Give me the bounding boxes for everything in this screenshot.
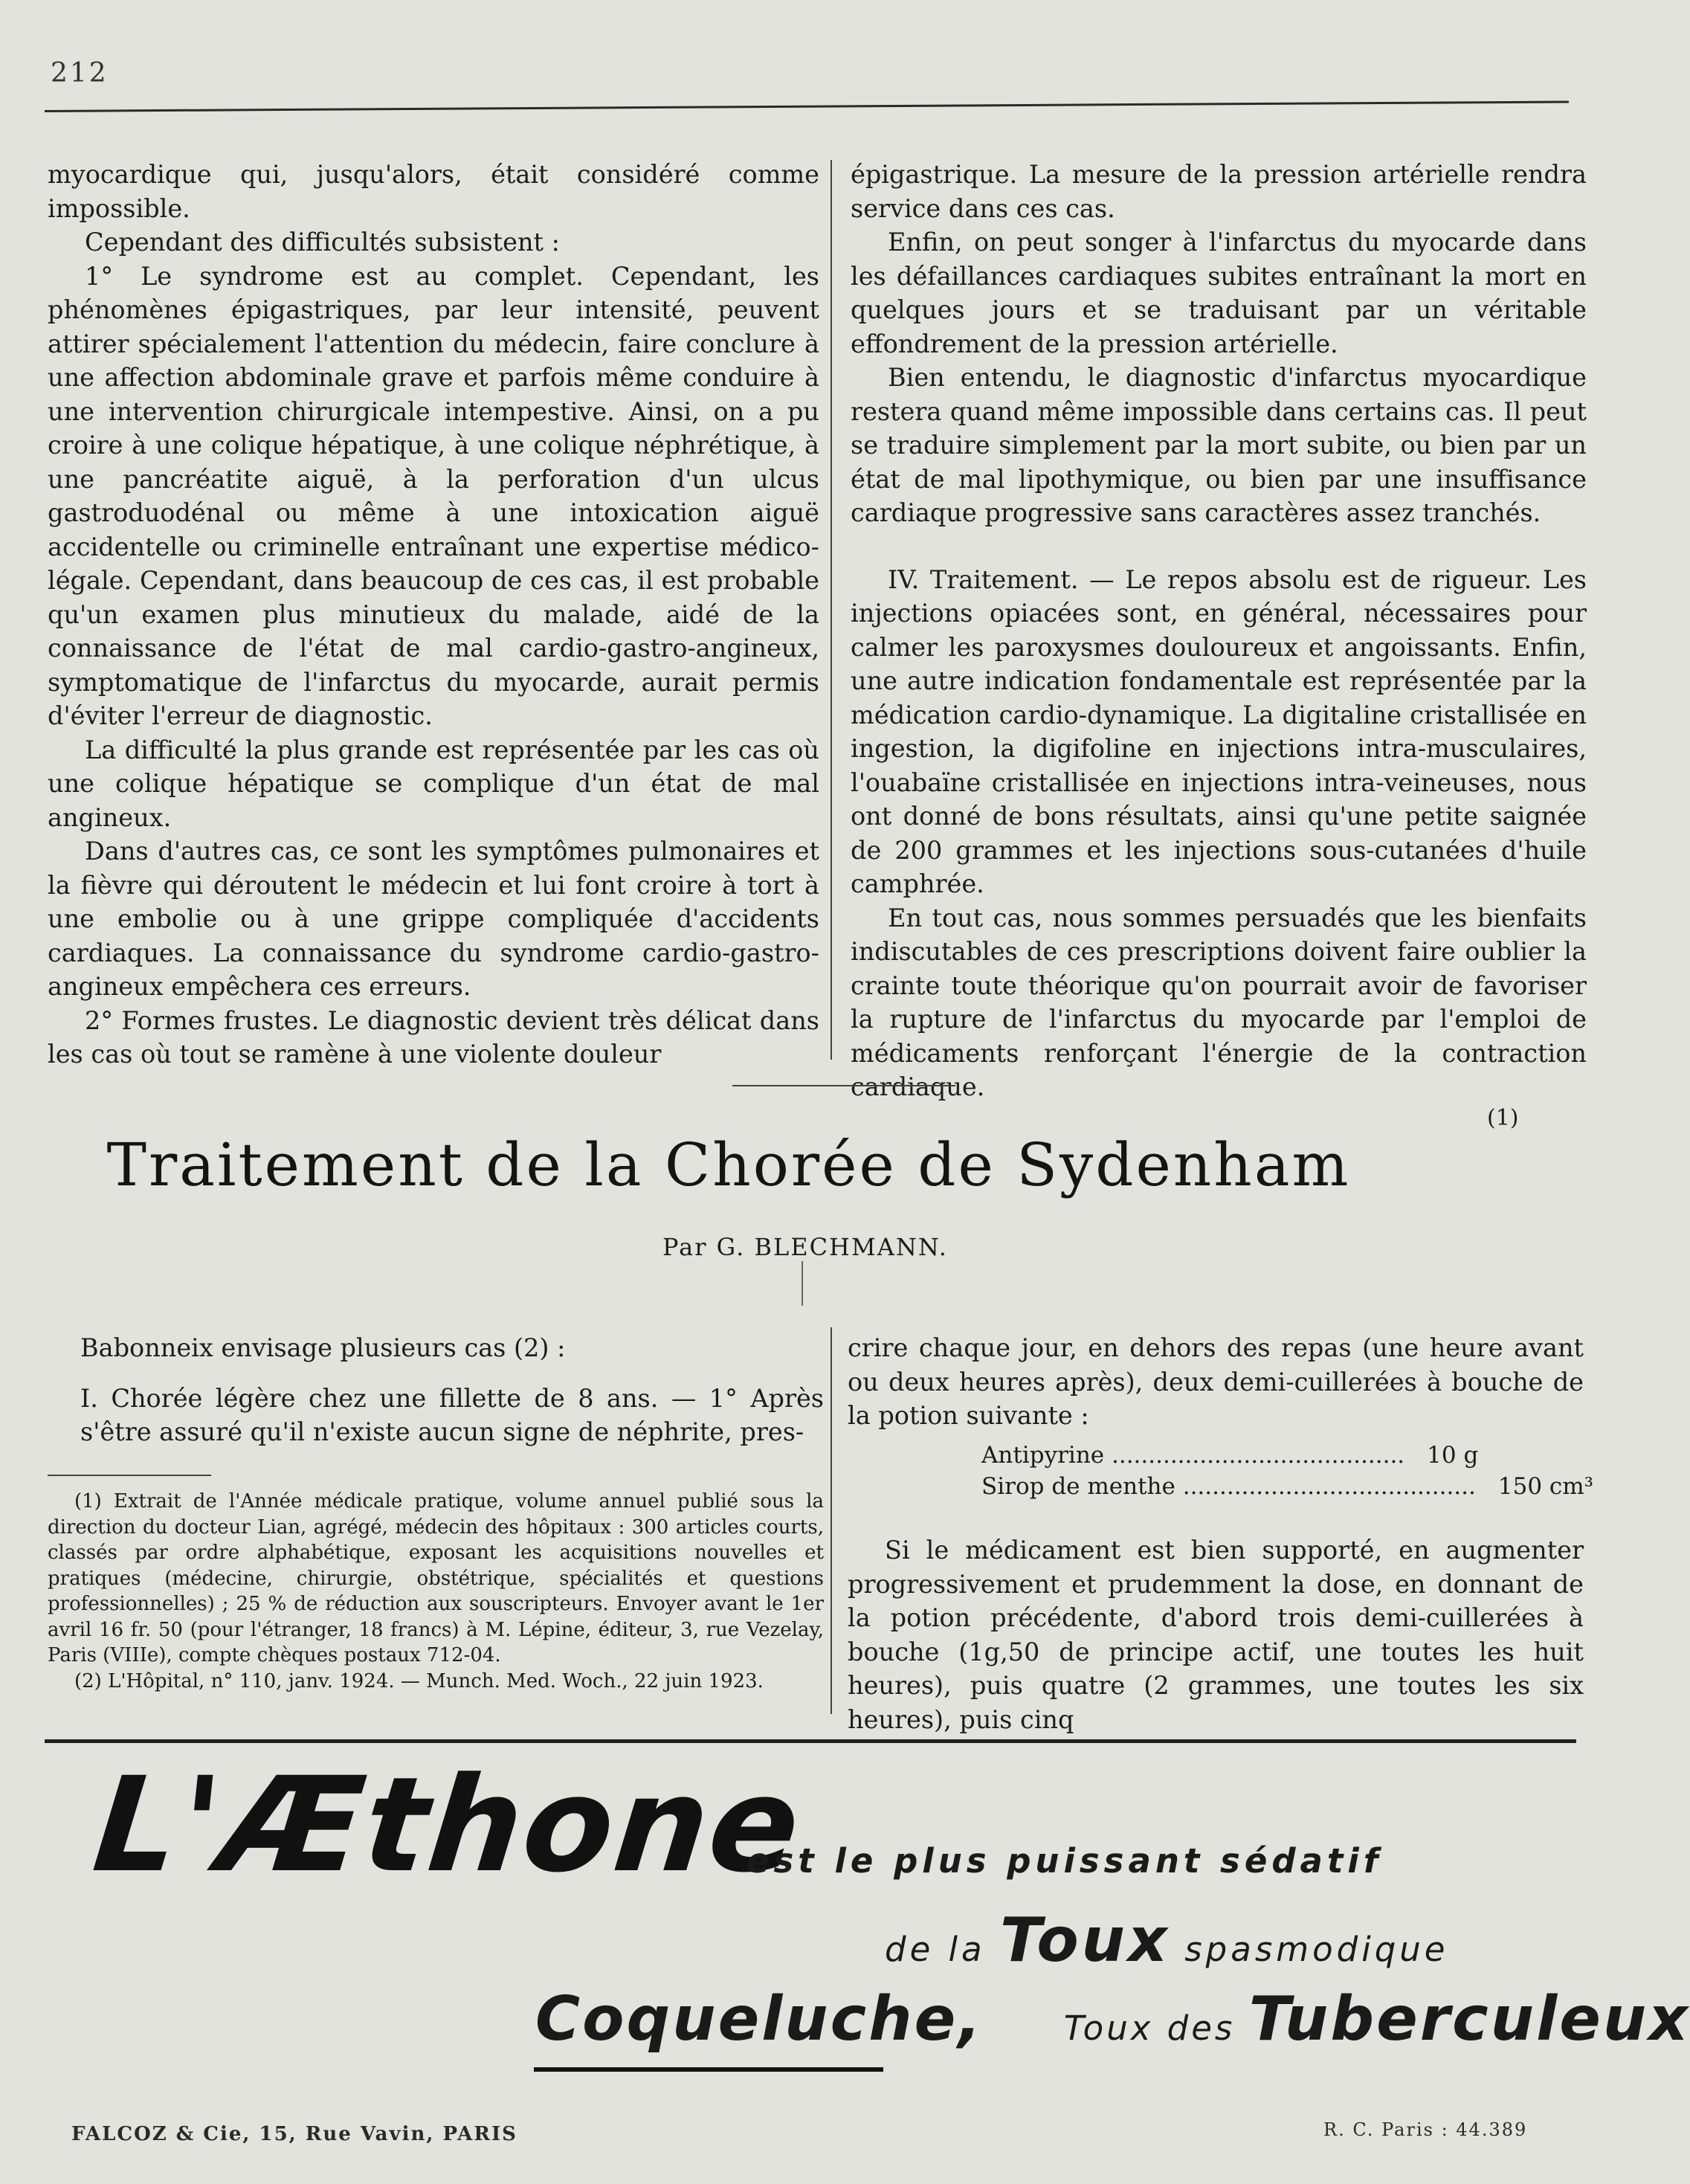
- title-footnote-marker: (1): [1487, 1105, 1519, 1131]
- column-divider: [831, 1327, 832, 1714]
- paragraph: Babonneix envisage plusieurs cas (2) :: [80, 1333, 566, 1362]
- advert-emphasis: Coqueluche,: [535, 1984, 984, 2055]
- byline: Par G. BLECHMANN.: [662, 1233, 948, 1261]
- section-paragraph: IV. Traitement. — Le repos absolu est de rigueur. Les injections opiacées sont, en général, nécessaires pour calmer les paroxysmes douloureux et angoissants. Enfin, une autre indication fondamentale est représentée par la médication cardio-dynamique. La digitaline cristallisée en ingestion, la digifoline en injections intra-musculaires, l'ouabaïne cristallisée en injections intra-veineuses, nous ont donné de bons résultats, ainsi qu'une petite saignée de 200 grammes et les injections sous-cutanées d'huile camphrée.: [851, 564, 1587, 898]
- ingredient-name: Antipyrine .....: [981, 1440, 1404, 1471]
- paragraph: 1° Le syndrome est au complet. Cependant, les phénomènes épigastriques, par leur intensité, peuvent attirer spécialement l'attention du médecin, faire conclure à une affection abdominale grave et parfois même conduire à une intervention chirurgicale intempestive. Ainsi, on a pu croire à une colique hépatique, à une colique néphrétique, à une pancréatite aiguë, à la perforation d'un ulcus gastroduodénal ou même à une intoxication aiguë accidentelle ou criminelle entraînant une expertise médico-légale. Cependant, dans beaucoup de ces cas, il est probable qu'un examen plus minutieux du malade, aidé de la connaissance de l'état de mal cardio-gastro-angineux, symptomatique de l'infarctus du myocarde, aurait permis d'éviter l'erreur de diagnostic.: [48, 261, 819, 730]
- prescription-item: [981, 1471, 1594, 1502]
- advert-brand-logo: L'Æthone: [87, 1749, 808, 1901]
- footnote-rule: [48, 1475, 211, 1476]
- paragraph: Bien entendu, le diagnostic d'infarctus myocardique restera quand même impossible dans certains cas. Il peut se traduire simplement par la mort subite, ou bien par un état de mal lipothymique, ou bien par une insuffisance cardiaque progressive sans caractères assez tranchés.: [851, 363, 1587, 527]
- paragraph: 2° Formes frustes. Le diagnostic devient très délicat dans les cas où tout se ramène à une violente douleur: [48, 1005, 819, 1069]
- advert-publisher: FALCOZ & Cie, 15, Rue Vavin, PARIS: [71, 2123, 517, 2145]
- footnote: (2) L'Hôpital, n° 110, janv. 1924. — Munch. Med. Woch., 22 juin 1923.: [74, 1669, 764, 1692]
- advert-tagline: est le plus puissant sédatif: [746, 1841, 1383, 1881]
- paragraph: Enfin, on peut songer à l'infarctus du myocarde dans les défaillances cardiaques subites entraînant la mort en quelques jours et se traduisant par un véritable effondrement de la pression artérielle.: [851, 228, 1587, 358]
- paragraph: En tout cas, nous sommes persuadés que les bienfaits indiscutables de ces prescriptions doivent faire oublier la crainte toute théorique qu'on pourrait avoir de favoriser la rupture de l'infarctus du myocarde par l'emploi de médicaments renforçant l'énergie de la contraction cardiaque.: [851, 903, 1587, 1101]
- byline-rule: [802, 1261, 803, 1306]
- prescription-item: [981, 1440, 1502, 1471]
- advert-text: de la: [885, 1930, 986, 1969]
- advert-line-toux: [885, 1905, 1448, 1976]
- paragraph: La difficulté la plus grande est représentée par les cas où une colique hépatique se complique d'un état de mal angineux.: [48, 735, 819, 832]
- advert-text: spasmodique: [1184, 1930, 1449, 1969]
- article-title: Traitement de la Chorée de Sydenham: [106, 1130, 1351, 1199]
- advert-underline: [534, 2067, 883, 2072]
- page-number: 212: [51, 58, 109, 88]
- advert-line-conditions: [535, 1984, 1690, 2055]
- paragraph: myocardique qui, jusqu'alors, était considéré comme impossible.: [48, 160, 819, 223]
- paragraph: Cependant des difficultés subsistent :: [85, 228, 560, 257]
- paragraph: épigastrique. La mesure de la pression artérielle rendra service dans ces cas.: [851, 160, 1587, 223]
- advert-top-rule: [45, 1739, 1576, 1743]
- article1-right-column: [851, 158, 1587, 1104]
- article2-left-column: [80, 1331, 824, 1449]
- ingredient-name: Sirop de menthe .....: [981, 1471, 1476, 1502]
- advert-text: Toux des: [1063, 2009, 1236, 2048]
- paragraph: Dans d'autres cas, ce sont les symptômes pulmonaires et la fièvre qui déroutent le médecin et lui font croire à tort à une embolie ou à une grippe compliquée d'accidents cardiaques. La connaissance du syndrome cardio-gastro-angineux empêchera ces erreurs.: [48, 837, 819, 1001]
- ingredient-quantity: 150 cm³: [1497, 1473, 1594, 1500]
- article2-right-column-top: [848, 1331, 1584, 1433]
- paragraph: crire chaque jour, en dehors des repas (une heure avant ou deux heures après), deux demi-cuillerées à bouche de la potion suivante :: [848, 1333, 1584, 1430]
- ingredient-quantity: 10 g: [1427, 1442, 1479, 1469]
- article2-right-column-bottom: [848, 1533, 1584, 1736]
- footnotes: [48, 1489, 824, 1694]
- section-rule: [732, 1085, 955, 1086]
- footnote: (1) Extrait de l'Année médicale pratique, volume annuel publié sous la direction du docteur Lian, agrégé, médecin des hôpitaux : 300 articles courts, classés par ordre alphabétique, exposant les acquisitions nouvelles et pratiques (médecine, chirurgie, obstétrique, spécialités et questions professionnelles) ; 25 % de réduction aux souscripteurs. Envoyer avant le 1er avril 16 fr. 50 (pour l'étranger, 18 francs) à M. Lépine, éditeur, 3, rue Vezelay, Paris (VIIIe), compte chèques postaux 712-04.: [48, 1490, 824, 1666]
- paragraph: I. Chorée légère chez une fillette de 8 ans. — 1° Après s'être assuré qu'il n'existe aucun signe de néphrite, pres-: [80, 1383, 824, 1446]
- header-rule: [45, 100, 1569, 112]
- advert-emphasis: Toux: [999, 1905, 1170, 1976]
- prescription-list: [981, 1440, 1594, 1502]
- article1-left-column: [48, 158, 819, 1072]
- advert-emphasis: Tuberculeux: [1248, 1984, 1690, 2055]
- column-divider: [831, 160, 832, 1060]
- paragraph: Si le médicament est bien supporté, en augmenter progressivement et prudemment la dose, en donnant de la potion précédente, d'abord trois demi-cuillerées à bouche (1g,50 de principe actif, une toutes les huit heures), puis quatre (2 grammes, une toutes les six heures), puis cinq: [848, 1536, 1584, 1734]
- advert-registration: R. C. Paris : 44.389: [1323, 2119, 1528, 2140]
